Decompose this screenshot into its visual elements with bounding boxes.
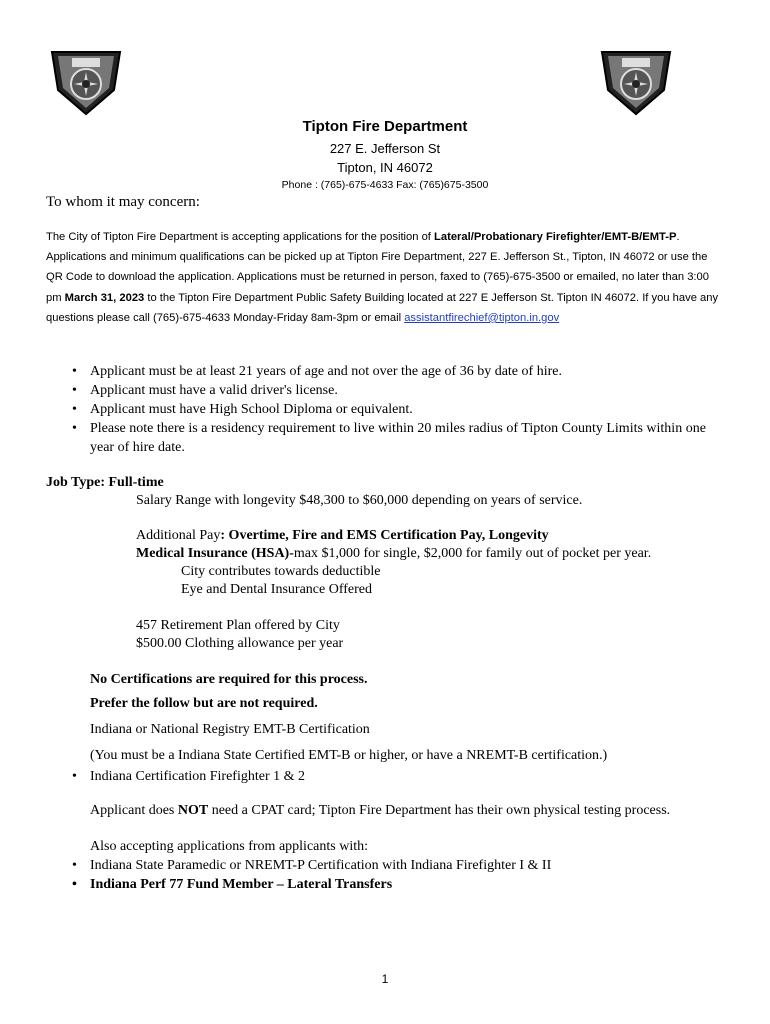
additional-pay [136,527,549,545]
medical-insurance-value: max $1,000 for single, $2,000 for family out of pocket per year. [293,546,652,561]
cpat-note [90,802,670,820]
deductible-note: City contributes towards deductible [181,564,381,579]
intro-text-1: The City of Tipton Fire Department is accepting applications for the position of [46,231,435,243]
deadline-date: March 31, 2023 [64,291,145,304]
state-cert-note: (You must be a Indiana State Certified EMT-B or higher, or have a NREMT-B certification.) [90,748,608,763]
contact-email-link[interactable]: assistantfirechief@tipton.in.gov [404,311,560,324]
additional-pay-value: : Overtime, Fire and EMS Certification Pay, Longevity [220,528,549,543]
page-number: 1 [381,972,389,986]
lateral-list [69,856,709,894]
paramedic-item: • Indiana State Paramedic or NREMT-P Certification with Indiana Firefighter I & II [69,856,709,875]
clothing-allowance: $500.00 Clothing allowance per year [136,636,344,651]
department-title: Tipton Fire Department [302,118,468,135]
preferred-certs-heading: Prefer the follow but are not required. [90,696,318,711]
retirement-plan: 457 Retirement Plan offered by City [136,618,340,633]
perf-item: • Indiana Perf 77 Fund Member – Lateral Transfers [69,875,709,894]
intro-text-3: to the Tipton Fire Department Public Safety Building located at 227 E Jefferson St. Tipton IN 46072. If you have any questions please call (765)-675-4633 Monday-Friday 8am-3pm or email [46,291,719,324]
cpat-text-1: Applicant does [90,803,178,818]
medical-insurance-label: Medical Insurance (HSA)- [136,546,294,561]
address-line-1: 227 E. Jefferson St [329,141,441,156]
fire-department-logo-left [46,44,126,116]
requirement-item: • Applicant must have High School Diploma or equivalent. [69,400,709,419]
job-type: Job Type: Full-time [46,475,164,490]
requirement-item: • Applicant must be at least 21 years of age and not over the age of 36 by date of hire. [69,362,709,381]
requirement-item: • Applicant must have a valid driver's license. [69,381,709,400]
intro-paragraph [46,227,726,328]
fire-department-logo-right [596,44,676,116]
intro-text-2: . Applications and minimum qualifications can be picked up at Tipton Fire Department, 227 E. Jefferson St., Tipton, IN 46072 or use the QR Code to download the application. Applications must be returned in person, faxed to (765)-675-3500 or emailed, no later than 3:00 pm [46,231,709,304]
requirements-list [69,362,709,457]
salary-range: Salary Range with longevity $48,300 to $60,000 depending on years of service. [136,493,583,508]
position-title: Lateral/Probationary Firefighter/EMT-B/EMT-P [434,231,677,243]
requirement-item: • Please note there is a residency requirement to live within 20 miles radius of Tipton County Limits within one year of hire date. [69,419,709,457]
additional-pay-label: Additional Pay [136,528,221,543]
cpat-not: NOT [177,803,209,818]
emt-cert: Indiana or National Registry EMT-B Certification [90,722,370,737]
no-certs-required: No Certifications are required for this process. [90,672,368,687]
greeting: To whom it may concern: [46,194,200,210]
phone-fax-line: Phone : (765)-675-4633 Fax: (765)675-3500 [281,179,489,191]
address-line-2: Tipton, IN 46072 [337,160,433,175]
also-accepting: Also accepting applications from applicants with: [90,839,368,854]
cpat-text-2: need a CPAT card; Tipton Fire Department has their own physical testing process. [208,803,671,818]
firefighter-cert-list [69,767,709,786]
firefighter-cert-item: • Indiana Certification Firefighter 1 & 2 [69,767,709,786]
medical-insurance [136,545,651,563]
eye-dental-note: Eye and Dental Insurance Offered [181,582,372,597]
